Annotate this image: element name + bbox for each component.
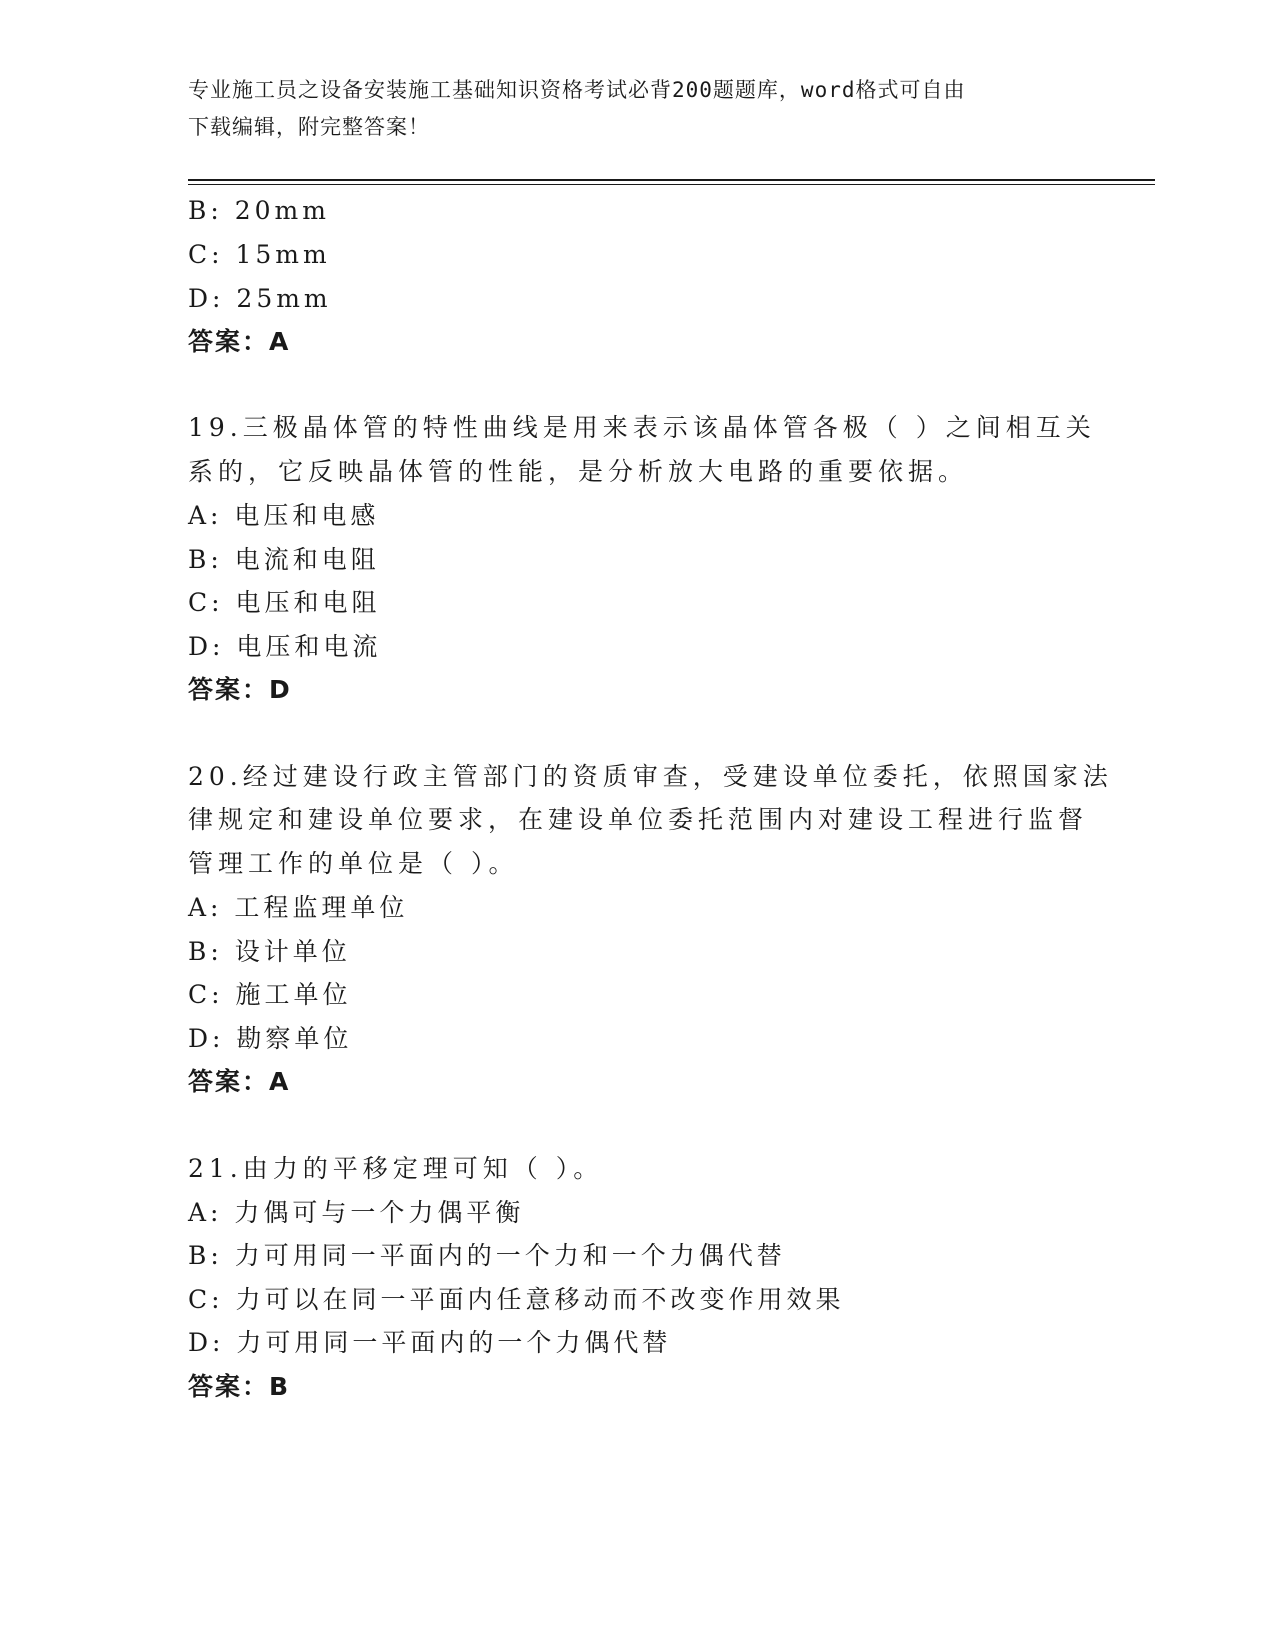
document-header: [188, 72, 1088, 146]
q19-option-a: A: 电压和电感: [188, 501, 380, 530]
q19-option-b: B: 电流和电阻: [188, 545, 380, 574]
q18-option-d: D: 25mm: [188, 284, 332, 313]
q21-stem-line-1: 21.由力的平移定理可知（ ）。: [188, 1154, 604, 1183]
q19-option-c: C: 电压和电阻: [188, 588, 381, 617]
q20-option-c: C: 施工单位: [188, 980, 352, 1009]
q19-option-d: D: 电压和电流: [188, 632, 382, 661]
q20-stem-line-1: 20.经过建设行政主管部门的资质审查，受建设单位委托，依照国家法: [188, 762, 1113, 791]
q21-option-a: A: 力偶可与一个力偶平衡: [188, 1198, 525, 1227]
q20-option-a: A: 工程监理单位: [188, 893, 409, 922]
q20-stem-line-3: 管理工作的单位是（ ）。: [188, 849, 519, 878]
q20-option-d: D: 勘察单位: [188, 1024, 353, 1053]
q19-answer: 答案：D: [188, 675, 292, 704]
header-rule-thick: [188, 179, 1155, 181]
q19-stem-line-1: 19.三极晶体管的特性曲线是用来表示该晶体管各极（ ）之间相互关: [188, 413, 1096, 442]
header-line-1: 专业施工员之设备安装施工基础知识资格考试必背200题题库，word格式可自由: [188, 78, 966, 102]
q21-option-b: B: 力可用同一平面内的一个力和一个力偶代替: [188, 1241, 786, 1270]
q18-option-b: B: 20mm: [188, 196, 330, 225]
q18-option-c: C: 15mm: [188, 240, 331, 269]
q19-stem-line-2: 系的，它反映晶体管的性能，是分析放大电路的重要依据。: [188, 457, 969, 486]
header-line-2: 下载编辑，附完整答案！: [188, 115, 430, 139]
q21-answer: 答案：B: [188, 1372, 291, 1401]
q20-stem-line-2: 律规定和建设单位要求，在建设单位委托范围内对建设工程进行监督: [188, 805, 1089, 834]
q20-option-b: B: 设计单位: [188, 937, 351, 966]
q21-option-d: D: 力可用同一平面内的一个力偶代替: [188, 1328, 672, 1357]
q21-option-c: C: 力可以在同一平面内任意移动而不改变作用效果: [188, 1285, 845, 1314]
header-rule-thin: [188, 184, 1155, 185]
q20-answer: 答案：A: [188, 1067, 291, 1096]
q18-answer: 答案：A: [188, 327, 291, 356]
